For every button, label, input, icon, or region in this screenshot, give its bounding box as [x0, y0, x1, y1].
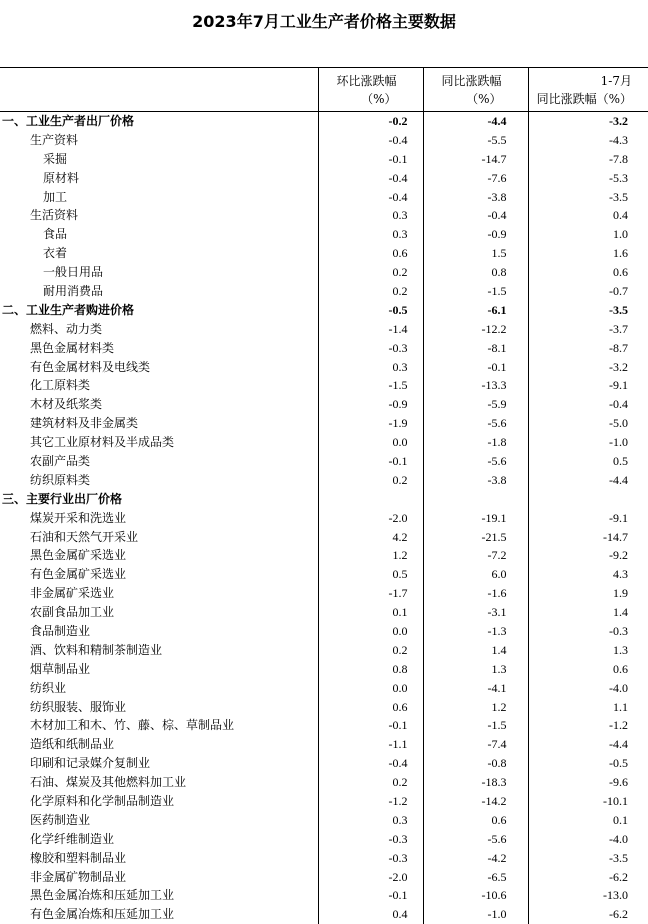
row-label: 有色金属矿采选业 — [30, 567, 127, 582]
table-row — [0, 244, 648, 263]
row-mom-value: 0.3 — [318, 206, 423, 225]
row-mom-value: 0.4 — [318, 905, 423, 924]
row-mom-value: -0.9 — [318, 395, 423, 414]
row-ytd-value: -4.4 — [528, 470, 648, 489]
table-row — [0, 678, 648, 697]
table-row — [0, 886, 648, 905]
row-label: 化工原料类 — [30, 378, 91, 393]
row-mom-value: -0.3 — [318, 338, 423, 357]
row-mom-value: -1.1 — [318, 735, 423, 754]
row-yoy-value: -3.1 — [423, 603, 528, 622]
table-row — [0, 282, 648, 301]
row-ytd-value: -1.0 — [528, 433, 648, 452]
row-ytd-value: 1.6 — [528, 244, 648, 263]
table-body — [0, 112, 648, 924]
row-yoy-value: -5.6 — [423, 452, 528, 471]
table-row — [0, 300, 648, 319]
row-ytd-value: -14.7 — [528, 527, 648, 546]
row-ytd-value: -10.1 — [528, 792, 648, 811]
row-ytd-value: -3.2 — [528, 112, 648, 131]
header-yoy-line2: （%） — [466, 91, 502, 106]
row-mom-value: -0.3 — [318, 829, 423, 848]
row-label: 纺织服装、服饰业 — [30, 699, 127, 714]
table-row — [0, 414, 648, 433]
row-yoy-value: -6.1 — [423, 300, 528, 319]
row-label: 加工 — [43, 189, 68, 204]
table-row — [0, 489, 648, 508]
row-mom-value: -0.4 — [318, 187, 423, 206]
row-ytd-value: -4.3 — [528, 130, 648, 149]
row-yoy-value: -1.6 — [423, 584, 528, 603]
row-label: 医药制造业 — [30, 812, 91, 827]
row-mom-value: 1.2 — [318, 546, 423, 565]
row-label: 二、工业生产者购进价格 — [2, 302, 135, 317]
header-ytd — [528, 68, 648, 112]
row-ytd-value: 4.3 — [528, 565, 648, 584]
row-ytd-value: -0.3 — [528, 622, 648, 641]
row-yoy-value — [423, 489, 528, 508]
table-row — [0, 867, 648, 886]
page-title: 2023年7月工业生产者价格主要数据 — [192, 12, 456, 31]
row-label: 一般日用品 — [43, 265, 104, 280]
row-label: 煤炭开采和洗选业 — [30, 510, 127, 525]
row-ytd-value: -6.2 — [528, 905, 648, 924]
row-yoy-value: -4.4 — [423, 112, 528, 131]
row-yoy-value: -1.0 — [423, 905, 528, 924]
row-ytd-value: -0.4 — [528, 395, 648, 414]
row-label: 非金属矿物制品业 — [30, 869, 127, 884]
table-row — [0, 149, 648, 168]
row-yoy-value: -0.4 — [423, 206, 528, 225]
row-ytd-value: 1.3 — [528, 640, 648, 659]
row-label: 黑色金属材料类 — [30, 340, 115, 355]
row-ytd-value: 0.6 — [528, 659, 648, 678]
row-mom-value: 0.0 — [318, 678, 423, 697]
row-label: 耐用消费品 — [43, 283, 104, 298]
row-label: 造纸和纸制品业 — [30, 737, 115, 752]
row-label: 有色金属冶炼和压延加工业 — [30, 907, 175, 922]
table-row — [0, 792, 648, 811]
table-row — [0, 754, 648, 773]
row-mom-value: 0.2 — [318, 640, 423, 659]
row-mom-value: 0.3 — [318, 357, 423, 376]
row-ytd-value: 0.5 — [528, 452, 648, 471]
row-ytd-value: -4.4 — [528, 735, 648, 754]
row-yoy-value: -18.3 — [423, 773, 528, 792]
table-row — [0, 263, 648, 282]
price-data-table — [0, 67, 648, 924]
row-yoy-value: -7.2 — [423, 546, 528, 565]
row-yoy-value: -14.7 — [423, 149, 528, 168]
row-label: 酒、饮料和精制茶制造业 — [30, 642, 163, 657]
row-mom-value: 4.2 — [318, 527, 423, 546]
table-row — [0, 659, 648, 678]
row-yoy-value: -10.6 — [423, 886, 528, 905]
row-mom-value: -0.2 — [318, 112, 423, 131]
row-mom-value: 0.2 — [318, 773, 423, 792]
row-ytd-value: -9.6 — [528, 773, 648, 792]
table-row — [0, 206, 648, 225]
table-row — [0, 810, 648, 829]
row-mom-value: -0.1 — [318, 452, 423, 471]
row-yoy-value: -14.2 — [423, 792, 528, 811]
row-yoy-value: 0.6 — [423, 810, 528, 829]
row-yoy-value: -3.8 — [423, 470, 528, 489]
row-yoy-value: 1.5 — [423, 244, 528, 263]
table-row — [0, 130, 648, 149]
header-item-col — [0, 68, 318, 112]
row-ytd-value: 0.6 — [528, 263, 648, 282]
row-mom-value: -0.4 — [318, 168, 423, 187]
row-mom-value: 0.0 — [318, 622, 423, 641]
row-label: 农副产品类 — [30, 453, 91, 468]
row-label: 衣着 — [43, 246, 68, 261]
row-yoy-value: 0.8 — [423, 263, 528, 282]
row-ytd-value: -5.3 — [528, 168, 648, 187]
row-ytd-value: -4.0 — [528, 678, 648, 697]
table-row — [0, 395, 648, 414]
row-label: 印刷和记录媒介复制业 — [30, 756, 151, 771]
table-row — [0, 168, 648, 187]
row-mom-value: -2.0 — [318, 508, 423, 527]
row-yoy-value: -19.1 — [423, 508, 528, 527]
row-yoy-value: 1.2 — [423, 697, 528, 716]
row-ytd-value: 1.1 — [528, 697, 648, 716]
table-row — [0, 565, 648, 584]
table-row — [0, 376, 648, 395]
row-ytd-value: 0.4 — [528, 206, 648, 225]
row-yoy-value: -12.2 — [423, 319, 528, 338]
row-label: 石油和天然气开采业 — [30, 529, 139, 544]
row-label: 化学纤维制造业 — [30, 831, 115, 846]
row-ytd-value: -8.7 — [528, 338, 648, 357]
row-mom-value — [318, 489, 423, 508]
row-ytd-value: 0.1 — [528, 810, 648, 829]
row-mom-value: 0.6 — [318, 244, 423, 263]
row-yoy-value: -1.5 — [423, 282, 528, 301]
table-row — [0, 112, 648, 131]
table-row — [0, 225, 648, 244]
row-yoy-value: -4.2 — [423, 848, 528, 867]
row-mom-value: 0.1 — [318, 603, 423, 622]
row-mom-value: -0.5 — [318, 300, 423, 319]
table-row — [0, 546, 648, 565]
row-yoy-value: -5.5 — [423, 130, 528, 149]
row-mom-value: 0.3 — [318, 810, 423, 829]
row-yoy-value: -5.9 — [423, 395, 528, 414]
row-yoy-value: -5.6 — [423, 829, 528, 848]
table-row — [0, 470, 648, 489]
table-row — [0, 640, 648, 659]
table-row — [0, 584, 648, 603]
row-ytd-value: -0.5 — [528, 754, 648, 773]
row-yoy-value: -1.3 — [423, 622, 528, 641]
row-ytd-value: -4.0 — [528, 829, 648, 848]
row-yoy-value: 1.3 — [423, 659, 528, 678]
row-ytd-value: -6.2 — [528, 867, 648, 886]
table-row — [0, 527, 648, 546]
row-label: 石油、煤炭及其他燃料加工业 — [30, 775, 187, 790]
row-mom-value: -1.7 — [318, 584, 423, 603]
row-yoy-value: -13.3 — [423, 376, 528, 395]
row-label: 燃料、动力类 — [30, 321, 103, 336]
row-label: 烟草制品业 — [30, 661, 91, 676]
row-yoy-value: -1.5 — [423, 716, 528, 735]
header-mom-line2: （%） — [361, 91, 397, 106]
row-label: 其它工业原材料及半成品类 — [30, 435, 175, 450]
row-yoy-value: -4.1 — [423, 678, 528, 697]
table-row — [0, 773, 648, 792]
row-ytd-value: -13.0 — [528, 886, 648, 905]
table-row — [0, 452, 648, 471]
table-row — [0, 848, 648, 867]
row-label: 木材加工和木、竹、藤、棕、草制品业 — [30, 718, 235, 733]
table-header-row — [0, 68, 648, 112]
header-ytd-line2: 同比涨跌幅（%） — [536, 91, 632, 106]
row-mom-value: -1.2 — [318, 792, 423, 811]
row-mom-value: -1.5 — [318, 376, 423, 395]
table-row — [0, 829, 648, 848]
row-ytd-value — [528, 489, 648, 508]
row-ytd-value: -9.1 — [528, 508, 648, 527]
row-mom-value: -0.3 — [318, 848, 423, 867]
row-mom-value: -2.0 — [318, 867, 423, 886]
row-mom-value: -0.1 — [318, 886, 423, 905]
row-label: 生产资料 — [30, 132, 79, 147]
table-row — [0, 508, 648, 527]
row-mom-value: 0.2 — [318, 263, 423, 282]
row-ytd-value: -9.2 — [528, 546, 648, 565]
row-yoy-value: -8.1 — [423, 338, 528, 357]
row-label: 木材及纸浆类 — [30, 397, 103, 412]
row-ytd-value: -5.0 — [528, 414, 648, 433]
row-mom-value: -1.4 — [318, 319, 423, 338]
row-mom-value: 0.6 — [318, 697, 423, 716]
table-row — [0, 603, 648, 622]
row-yoy-value: -3.8 — [423, 187, 528, 206]
table-row — [0, 697, 648, 716]
row-yoy-value: -7.6 — [423, 168, 528, 187]
row-ytd-value: -3.5 — [528, 300, 648, 319]
row-label: 原材料 — [43, 170, 80, 185]
row-ytd-value: -3.2 — [528, 357, 648, 376]
row-mom-value: 0.5 — [318, 565, 423, 584]
row-ytd-value: -9.1 — [528, 376, 648, 395]
table-row — [0, 338, 648, 357]
row-mom-value: 0.2 — [318, 282, 423, 301]
row-ytd-value: -3.5 — [528, 187, 648, 206]
table-row — [0, 905, 648, 924]
row-yoy-value: -5.6 — [423, 414, 528, 433]
row-label: 纺织业 — [30, 680, 67, 695]
header-ytd-line1: 1-7月 — [600, 73, 632, 88]
row-mom-value: 0.2 — [318, 470, 423, 489]
row-label: 黑色金属矿采选业 — [30, 548, 127, 563]
table-row — [0, 716, 648, 735]
row-label: 非金属矿采选业 — [30, 586, 115, 601]
header-mom — [318, 68, 423, 112]
row-label: 一、工业生产者出厂价格 — [2, 114, 135, 129]
row-yoy-value: -6.5 — [423, 867, 528, 886]
header-yoy — [423, 68, 528, 112]
row-yoy-value: -21.5 — [423, 527, 528, 546]
row-mom-value: -1.9 — [318, 414, 423, 433]
row-label: 纺织原料类 — [30, 472, 91, 487]
row-label: 建筑材料及非金属类 — [30, 416, 139, 431]
row-mom-value: -0.1 — [318, 716, 423, 735]
row-ytd-value: 1.0 — [528, 225, 648, 244]
row-ytd-value: -7.8 — [528, 149, 648, 168]
row-label: 生活资料 — [30, 208, 79, 223]
row-mom-value: 0.3 — [318, 225, 423, 244]
row-mom-value: 0.0 — [318, 433, 423, 452]
row-ytd-value: -3.5 — [528, 848, 648, 867]
row-label: 食品 — [43, 227, 68, 242]
row-yoy-value: 6.0 — [423, 565, 528, 584]
row-yoy-value: 1.4 — [423, 640, 528, 659]
row-yoy-value: -0.8 — [423, 754, 528, 773]
row-yoy-value: -7.4 — [423, 735, 528, 754]
row-label: 黑色金属冶炼和压延加工业 — [30, 888, 175, 903]
row-yoy-value: -1.8 — [423, 433, 528, 452]
row-ytd-value: -0.7 — [528, 282, 648, 301]
row-label: 橡胶和塑料制品业 — [30, 850, 127, 865]
row-label: 有色金属材料及电线类 — [30, 359, 151, 374]
row-mom-value: 0.8 — [318, 659, 423, 678]
row-label: 农副食品加工业 — [30, 605, 115, 620]
table-row — [0, 187, 648, 206]
row-yoy-value: -0.1 — [423, 357, 528, 376]
row-label: 食品制造业 — [30, 623, 91, 638]
row-label: 化学原料和化学制品制造业 — [30, 794, 175, 808]
row-label: 采掘 — [43, 151, 68, 166]
row-ytd-value: -1.2 — [528, 716, 648, 735]
row-ytd-value: 1.4 — [528, 603, 648, 622]
row-mom-value: -0.4 — [318, 754, 423, 773]
row-label: 三、主要行业出厂价格 — [2, 491, 123, 506]
header-yoy-line1: 同比涨跌幅 — [441, 73, 502, 88]
table-row — [0, 319, 648, 338]
row-ytd-value: -3.7 — [528, 319, 648, 338]
row-ytd-value: 1.9 — [528, 584, 648, 603]
table-row — [0, 735, 648, 754]
row-mom-value: -0.1 — [318, 149, 423, 168]
table-row — [0, 433, 648, 452]
row-yoy-value: -0.9 — [423, 225, 528, 244]
table-row — [0, 622, 648, 641]
table-row — [0, 357, 648, 376]
header-mom-line1: 环比涨跌幅 — [336, 73, 397, 88]
row-mom-value: -0.4 — [318, 130, 423, 149]
